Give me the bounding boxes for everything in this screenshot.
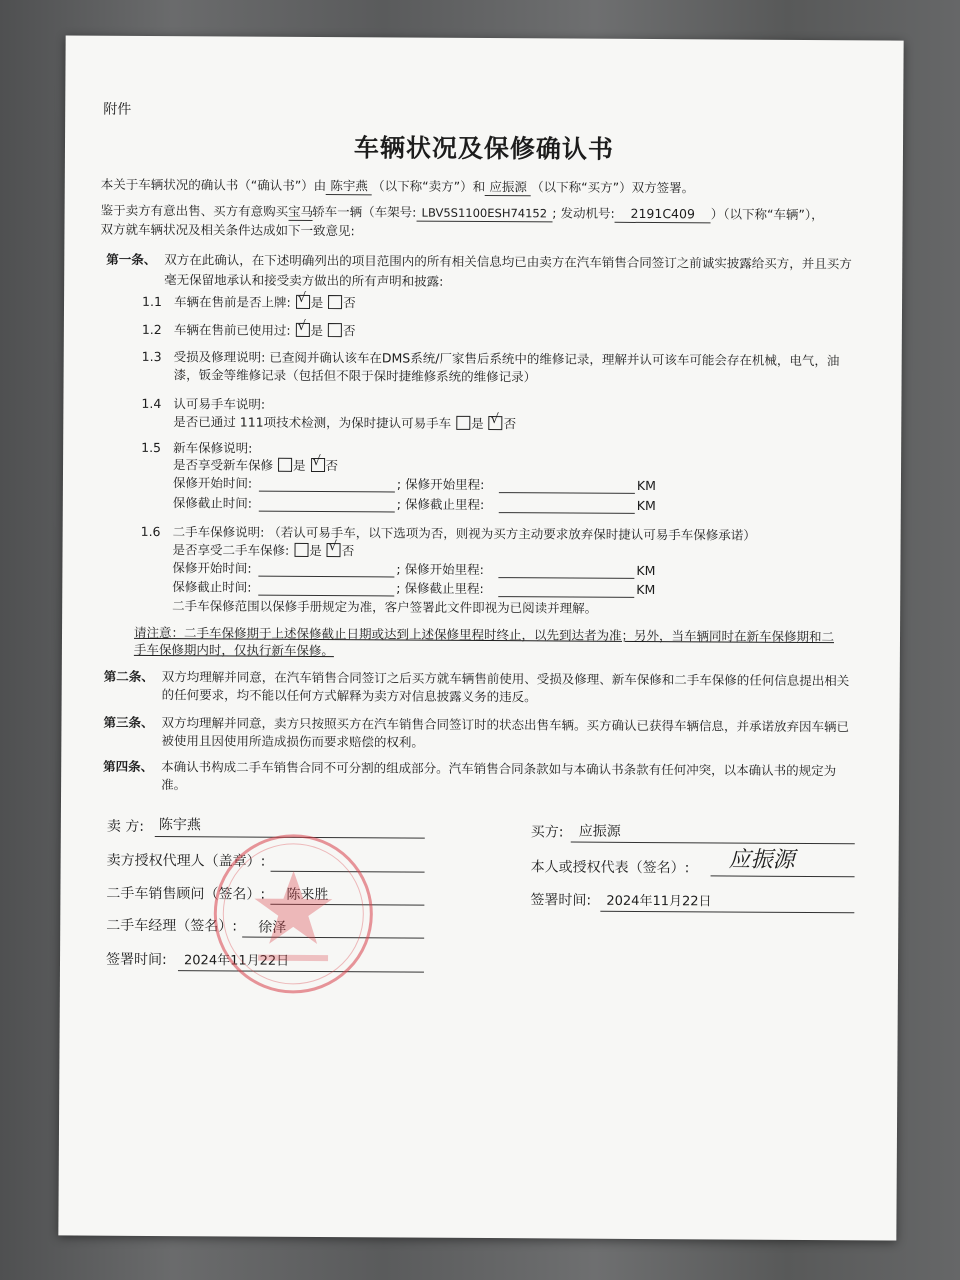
newcar-start-time-field[interactable] <box>259 491 395 493</box>
item-1-2: 车辆在售前已使用过: √ 是 否 <box>173 318 356 339</box>
usedcar-end-km-field[interactable] <box>498 596 634 598</box>
newcar-end-time-label: 保修截止时间: <box>172 495 253 511</box>
buyer-rep-field[interactable] <box>711 875 855 877</box>
item-1-5-number: 1.5 <box>141 439 162 456</box>
manager-field[interactable] <box>242 937 424 939</box>
item-1-6-number: 1.6 <box>140 523 161 540</box>
buyer-name-inline: 应振源 <box>485 179 531 196</box>
article-4-line-2: 准。 <box>161 777 187 793</box>
usedcar-start-km-unit: KM <box>636 562 656 579</box>
article-2-line-2: 的任何要求，均不能以任何方式解释为卖方对信息披露义务的违反。 <box>161 687 537 705</box>
newcar-warranty-yes-checkbox[interactable] <box>278 458 292 472</box>
advisor-field[interactable] <box>270 904 424 906</box>
plated-no-checkbox[interactable] <box>328 295 342 309</box>
manager-label: 二手车经理（签名）: <box>106 917 238 935</box>
usedcar-warranty-yes-checkbox[interactable] <box>294 543 308 557</box>
buyer-handwritten-signature: 应振源 <box>728 847 795 873</box>
usedcar-start-km-field[interactable] <box>498 577 634 579</box>
intro-line-1: 本关于车辆状况的确认书（“确认书”）由 陈宇燕 （以下称“卖方”）和 应振源 （以下称“买方”）双方签署。 <box>100 176 695 196</box>
advisor-label: 二手车销售顾问（签名）: <box>106 885 266 903</box>
certified-yes-checkbox[interactable] <box>456 416 470 430</box>
usedcar-start-km-label: ; 保修开始里程: <box>396 561 484 578</box>
newcar-start-km-label: ; 保修开始里程: <box>396 476 485 493</box>
article-4-label: 第四条、 <box>103 758 154 774</box>
car-brand: 宝马 <box>288 203 314 219</box>
newcar-end-km-label: ; 保修截止里程: <box>396 496 485 513</box>
article-2-line-1: 双方均理解并同意，在汽车销售合同签订之后买方就车辆售前使用、受损及修理、新车保修和二手车保修的任何信息提出相关 <box>161 669 850 689</box>
buyer-date-field[interactable] <box>600 911 854 914</box>
item-1-3-number: 1.3 <box>141 348 162 365</box>
article-3-label: 第三条、 <box>103 714 154 731</box>
engine-number: 2191C409 <box>615 206 711 224</box>
buyer-name: 应振源 <box>578 823 621 840</box>
buyer-rep-label: 本人或授权代表（签名）: <box>530 859 690 877</box>
buyer-date: 2024年11月22日 <box>606 893 712 910</box>
buyer-label: 买方: <box>530 824 564 841</box>
item-1-5-line-1: 新车保修说明: <box>173 440 253 456</box>
plated-yes-checkbox[interactable]: √ <box>296 295 310 309</box>
item-1-1: 车辆在售前是否上牌: √ 是 否 <box>174 290 356 311</box>
seller-date: 2024年11月22日 <box>183 953 290 969</box>
newcar-end-km-unit: KM <box>636 497 656 514</box>
certified-no-checkbox[interactable]: √ <box>489 416 503 430</box>
item-1-6-line-1: 二手车保修说明: （若认可易手车，以下选项为否，则视为买方主动要求放弃保时捷认可易手车保修承诺） <box>172 524 756 543</box>
note-line-2: 手车保修期内时，仅执行新车保修。 <box>133 641 334 659</box>
item-1-1-number: 1.1 <box>142 293 162 310</box>
usedcar-warranty-no-checkbox[interactable]: √ <box>327 543 341 557</box>
manager-name: 徐泽 <box>258 919 287 936</box>
usedcar-start-time-label: 保修开始时间: <box>172 560 252 576</box>
item-1-3-line-1: 受损及修理说明: 已查阅并确认该车在DMS系统/厂家售后系统中的维修记录，理解并认可该车可能会存在机械，电气，油 <box>173 349 840 369</box>
intro-line-3: 双方就车辆状况及相关条件达成如下一致意见: <box>100 221 355 239</box>
item-1-5-line-2: 是否享受新车保修 是 √ 否 <box>173 453 339 474</box>
usedcar-start-time-field[interactable] <box>258 576 394 578</box>
usedcar-end-km-unit: KM <box>636 581 656 598</box>
seller-label: 卖 方: <box>106 818 145 835</box>
used-yes-checkbox[interactable]: √ <box>296 323 310 337</box>
article-2-label: 第二条、 <box>103 668 154 685</box>
newcar-warranty-no-checkbox[interactable]: √ <box>311 458 325 472</box>
advisor-name: 陈来胜 <box>286 886 329 904</box>
buyer-date-label: 签署时间: <box>530 892 592 909</box>
used-no-checkbox[interactable] <box>328 323 342 337</box>
newcar-start-km-field[interactable] <box>499 492 635 494</box>
item-1-6-line-2: 是否享受二手车保修: 是 √ 否 <box>172 539 355 559</box>
seller-name-field[interactable] <box>155 836 425 839</box>
article-3-line-1: 双方均理解并同意，卖方只按照买方在汽车销售合同签订时的状态出售车辆。买方确认已获得车辆信息，并承诺放弃因车辆已 <box>161 715 850 735</box>
newcar-end-time-field[interactable] <box>259 511 395 513</box>
article-3-line-2: 被使用且因使用所造成损伤而要求赔偿的权利。 <box>161 733 424 750</box>
note-line-1: 请注意：二手车保修期于上述保修截止日期或达到上述保修里程时终止，以先到达者为准；另外，当车辆同时在新车保修期和二 <box>133 624 835 645</box>
item-1-3-line-2: 漆，钣金等维修记录（包括但不限于保时捷维修系统的维修记录） <box>173 367 537 385</box>
article-1-label: 第一条、 <box>106 251 157 268</box>
seller-agent-label: 卖方授权代理人（盖章）: <box>106 852 266 870</box>
seller-name-inline: 陈宇燕 <box>326 178 372 195</box>
newcar-start-time-label: 保修开始时间: <box>172 475 253 491</box>
seller-date-label: 签署时间: <box>105 951 167 969</box>
article-4-line-1: 本确认书构成二手车销售合同不可分割的组成部分。汽车销售合同条款如与本确认书条款有任何冲突，以本确认书的规定为 <box>161 759 837 779</box>
article-1-line-2: 毫无保留地承认和接受卖方做出的所有声明和披露: <box>164 272 444 289</box>
seller-name: 陈宇燕 <box>158 817 201 834</box>
document-page <box>58 35 903 1240</box>
item-1-4-line-1: 认可易手车说明: <box>173 396 266 412</box>
attachment-label: 附件 <box>103 101 132 118</box>
usedcar-end-time-label: 保修截止时间: <box>172 579 252 595</box>
article-1-line-1: 双方在此确认，在下述明确列出的项目范围内的所有相关信息均已由卖方在汽车销售合同签订之前诚实披露给买方，并且买方 <box>164 252 852 272</box>
vin-number: LBV5S1100ESH74152 <box>416 205 552 223</box>
item-1-4-line-2: 是否已通过 111项技术检测，为保时捷认可易手车 是 √ 否 <box>173 412 517 432</box>
document-title: 车辆状况及保修确认书 <box>353 133 615 164</box>
buyer-name-field[interactable] <box>571 842 855 845</box>
seller-agent-field[interactable] <box>271 871 425 873</box>
usedcar-warranty-scope: 二手车保修范围以保修手册规定为准，客户签署此文件即视为已阅读并理解。 <box>172 598 598 616</box>
usedcar-end-time-field[interactable] <box>258 595 394 597</box>
item-1-2-number: 1.2 <box>141 321 162 338</box>
newcar-start-km-unit: KM <box>636 477 656 494</box>
newcar-end-km-field[interactable] <box>499 512 635 514</box>
seller-date-field[interactable] <box>178 970 424 973</box>
intro-line-2: 鉴于卖方有意出售、买方有意购买宝马轿车一辆（车架号: LBV5S1100ESH74152 ; 发动机号: 2191C409 ）（以下称“车辆”）， <box>100 202 824 223</box>
item-1-4-number: 1.4 <box>141 395 162 412</box>
usedcar-end-km-label: ; 保修截止里程: <box>396 580 484 597</box>
